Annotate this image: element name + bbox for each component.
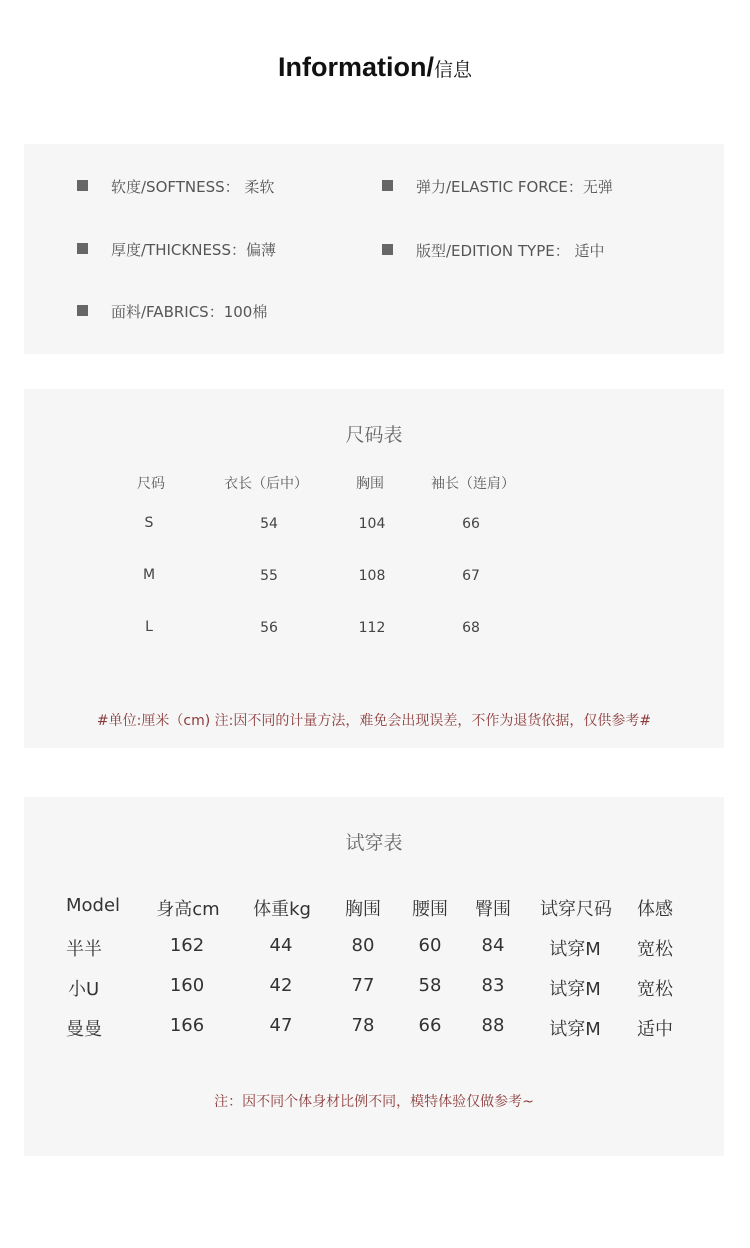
size-cell: 55	[260, 568, 278, 584]
try-header-cell: 腰围	[412, 899, 448, 920]
square-bullet-icon	[77, 180, 88, 191]
try-header-cell: 身高cm	[156, 899, 220, 920]
try-header-cell: 臀围	[475, 899, 511, 920]
try-cell: 84	[481, 935, 505, 956]
try-on-panel	[24, 797, 724, 1156]
info-elastic	[382, 176, 613, 197]
size-chart-title: 尺码表	[345, 424, 403, 446]
try-cell: 试穿M	[549, 979, 601, 1000]
size-chart-note: #单位:厘米（cm) 注:因不同的计量方法，难免会出现误差，不作为退货依据，仅供参考#	[96, 713, 652, 729]
try-header-cell: 胸围	[345, 899, 381, 920]
try-on-title: 试穿表	[345, 832, 403, 854]
size-cell: S	[144, 515, 154, 531]
square-bullet-icon	[382, 244, 393, 255]
try-cell: 77	[351, 975, 375, 996]
size-chart-panel	[24, 389, 724, 748]
try-cell: 47	[269, 1015, 293, 1036]
square-bullet-icon	[382, 180, 393, 191]
info-softness-text: 软度/SOFTNESS： 柔软	[111, 178, 275, 196]
info-fabrics-text: 面料/FABRICS：100棉	[111, 303, 268, 321]
info-edition-text: 版型/EDITION TYPE： 适中	[416, 242, 605, 260]
size-cell: 66	[462, 516, 480, 532]
try-header-cell: 试穿尺码	[540, 899, 612, 920]
try-cell: 适中	[637, 1019, 673, 1040]
try-cell: 半半	[66, 939, 102, 960]
size-header-cell: 尺码	[137, 476, 165, 492]
title-chinese: 信息	[433, 60, 472, 81]
info-softness	[77, 176, 274, 197]
try-cell: 宽松	[637, 939, 673, 960]
try-cell: 试穿M	[549, 1019, 601, 1040]
try-cell: 160	[169, 975, 205, 996]
info-fabrics	[77, 301, 267, 322]
size-header-cell: 衣长（后中）	[224, 476, 308, 492]
try-cell: 88	[481, 1015, 505, 1036]
size-cell: 67	[462, 568, 480, 584]
size-header-cell: 胸围	[356, 476, 384, 492]
info-thickness	[77, 239, 276, 260]
title-english: Information/	[277, 52, 434, 82]
size-cell: 56	[260, 620, 278, 636]
info-elastic-text: 弹力/ELASTIC FORCE：无弹	[416, 178, 613, 196]
try-header-cell: Model	[66, 895, 121, 916]
info-panel	[24, 144, 724, 354]
size-cell: 54	[260, 516, 278, 532]
try-cell: 78	[351, 1015, 375, 1036]
try-on-note: 注：因不同个体身材比例不同，模特体验仅做参考~	[214, 1094, 534, 1110]
try-cell: 小U	[68, 979, 100, 1000]
size-cell: 104	[358, 516, 386, 532]
size-header-cell: 袖长（连肩）	[431, 476, 515, 492]
try-cell: 58	[418, 975, 442, 996]
info-thickness-text: 厚度/THICKNESS：偏薄	[111, 241, 276, 259]
try-cell: 66	[418, 1015, 442, 1036]
square-bullet-icon	[77, 243, 88, 254]
try-cell: 166	[169, 1015, 205, 1036]
try-cell: 曼曼	[66, 1019, 102, 1040]
size-cell: L	[145, 619, 153, 635]
page-title	[0, 52, 750, 83]
try-cell: 60	[418, 935, 442, 956]
try-cell: 宽松	[637, 979, 673, 1000]
try-cell: 42	[269, 975, 293, 996]
size-cell: M	[142, 567, 156, 583]
square-bullet-icon	[77, 305, 88, 316]
try-cell: 83	[481, 975, 505, 996]
try-cell: 试穿M	[549, 939, 601, 960]
size-cell: 112	[358, 620, 386, 636]
size-cell: 68	[462, 620, 480, 636]
size-cell: 108	[358, 568, 386, 584]
try-header-cell: 体感	[637, 899, 673, 920]
info-edition	[382, 240, 605, 261]
try-header-cell: 体重kg	[253, 899, 311, 920]
try-cell: 162	[169, 935, 205, 956]
try-cell: 80	[351, 935, 375, 956]
try-cell: 44	[269, 935, 293, 956]
